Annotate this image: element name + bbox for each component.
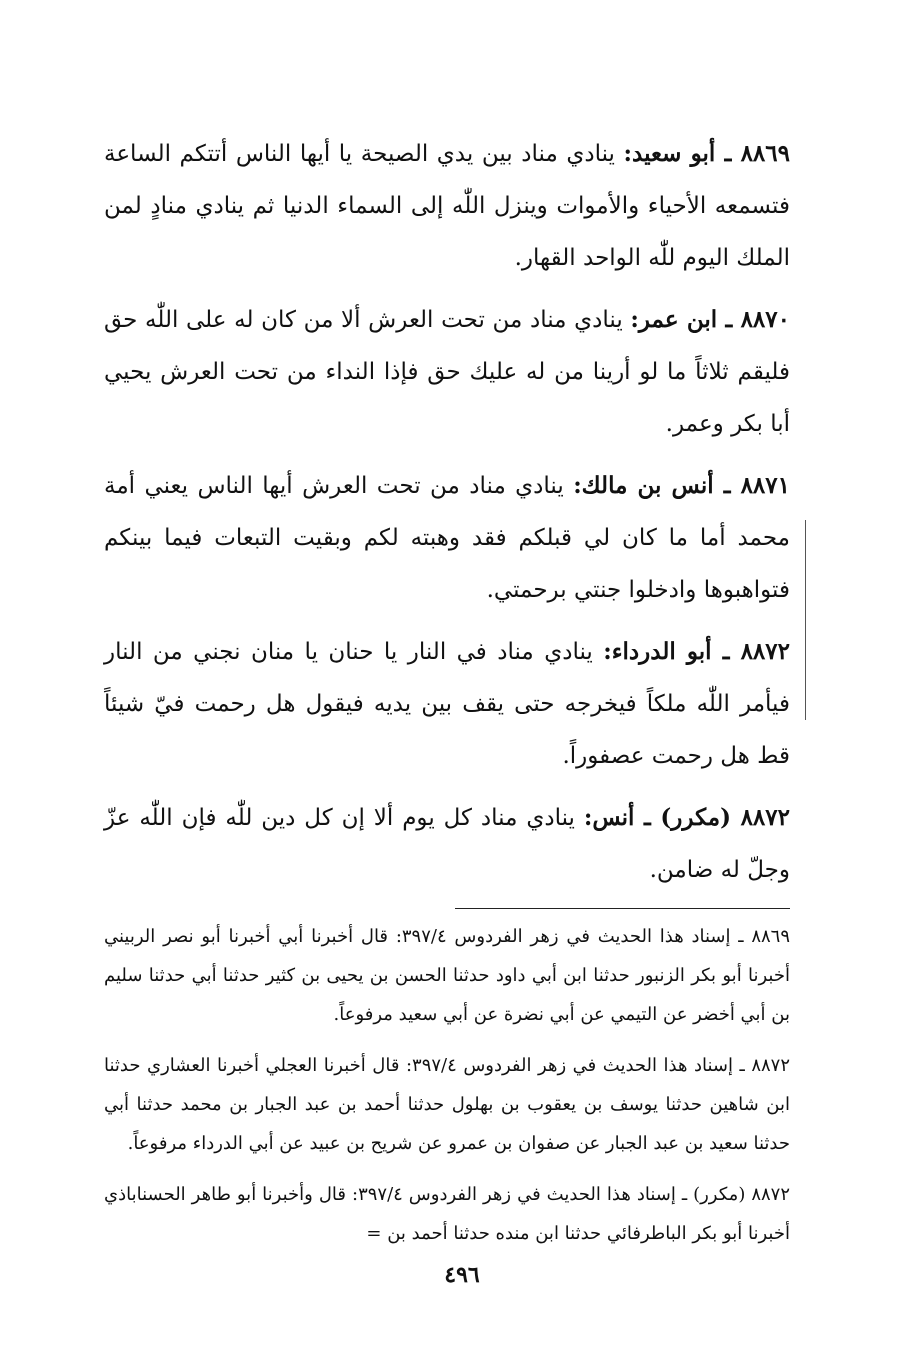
footnote-8872-repeat: ٨٨٧٢ (مكرر) ـ إسناد هذا الحديث في زهر الفردوس ٣٩٧/٤: قال وأخبرنا أبو طاهر الحسناباذي أخبرنا أبو بكر الباطرفائي حدثنا ابن منده حدثنا أحمد بن =: [104, 1184, 790, 1244]
entry-heading: ٨٨٧٢ (مكرر) ـ أنس:: [583, 804, 790, 831]
hadith-entry-8872: [104, 626, 790, 782]
hadith-entry-8869: [104, 128, 790, 284]
page-body: [104, 128, 790, 1265]
entry-text: ينادي مناد بين يدي الصيحة يا أيها الناس أتتكم الساعة فتسمعه الأحياء والأموات وينزل اللّٰه إلى السماء الدنيا ثم ينادي منادٍ لمن الملك اليوم للّٰه الواحد القهار.: [104, 141, 790, 271]
hadith-entry-8872-repeat: [104, 792, 790, 896]
entry-text: ينادي مناد في النار يا حنان يا منان نجني من النار فيأمر اللّٰه ملكاً فيخرجه حتى يقف بين يديه فيقول هل رحمت فيّ شيئاً قط هل رحمت عصفوراً.: [104, 639, 790, 769]
entry-text: ينادي مناد من تحت العرش أيها الناس يعني أمة محمد أما ما كان لي قبلكم فقد وهبته لكم وبقيت التبعات فيما بينكم فتواهبوها وادخلوا جنتي برحمتي.: [104, 473, 790, 603]
entry-text: ينادي مناد كل يوم ألا إن كل دين للّٰه فإن اللّٰه عزّ وجلّ له ضامن.: [104, 805, 790, 883]
hadith-entry-8870: [104, 294, 790, 450]
entry-heading: ٨٨٦٩ ـ أبو سعيد:: [623, 140, 790, 167]
entry-text: ينادي مناد من تحت العرش ألا من كان له على اللّٰه حق فليقم ثلاثاً ما لو أرينا من له عليك حق فإذا النداء من تحت العرش يحيي أبا بكر وعمر.: [104, 307, 790, 437]
footnote-divider: [455, 908, 790, 909]
footnote-8872: ٨٨٧٢ ـ إسناد هذا الحديث في زهر الفردوس ٣٩٧/٤: قال أخبرنا العجلي أخبرنا العشاري حدثنا ابن شاهين حدثنا يوسف بن يعقوب بن بهلول حدثنا أحمد بن عبد الجبار بن محمد حدثنا أبي حدثنا سعيد بن عبد الجبار عن صفوان بن عمرو عن شريح بن عبيد عن أبي الدرداء مرفوعاً.: [104, 1055, 790, 1154]
hadith-entry-8871: [104, 460, 790, 616]
margin-mark: [805, 520, 806, 720]
footnote-8869: ٨٨٦٩ ـ إسناد هذا الحديث في زهر الفردوس ٣٩٧/٤: قال أخبرنا أبي أخبرنا أبو نصر الربيني أخبرنا أبو بكر الزنبور حدثنا ابن أبي داود حدثنا الحسن بن يحيى بن كثير حدثنا أبي حدثنا سليم بن أبي أخضر عن التيمي عن أبي نضرة عن أبي سعيد مرفوعاً.: [104, 926, 791, 1025]
entry-heading: ٨٨٧١ ـ أنس بن مالك:: [573, 472, 790, 499]
entry-heading: ٨٨٧٢ ـ أبو الدرداء:: [603, 638, 790, 665]
page-number: ٤٩٦: [444, 1262, 480, 1288]
entry-heading: ٨٨٧٠ ـ ابن عمر:: [630, 306, 790, 333]
